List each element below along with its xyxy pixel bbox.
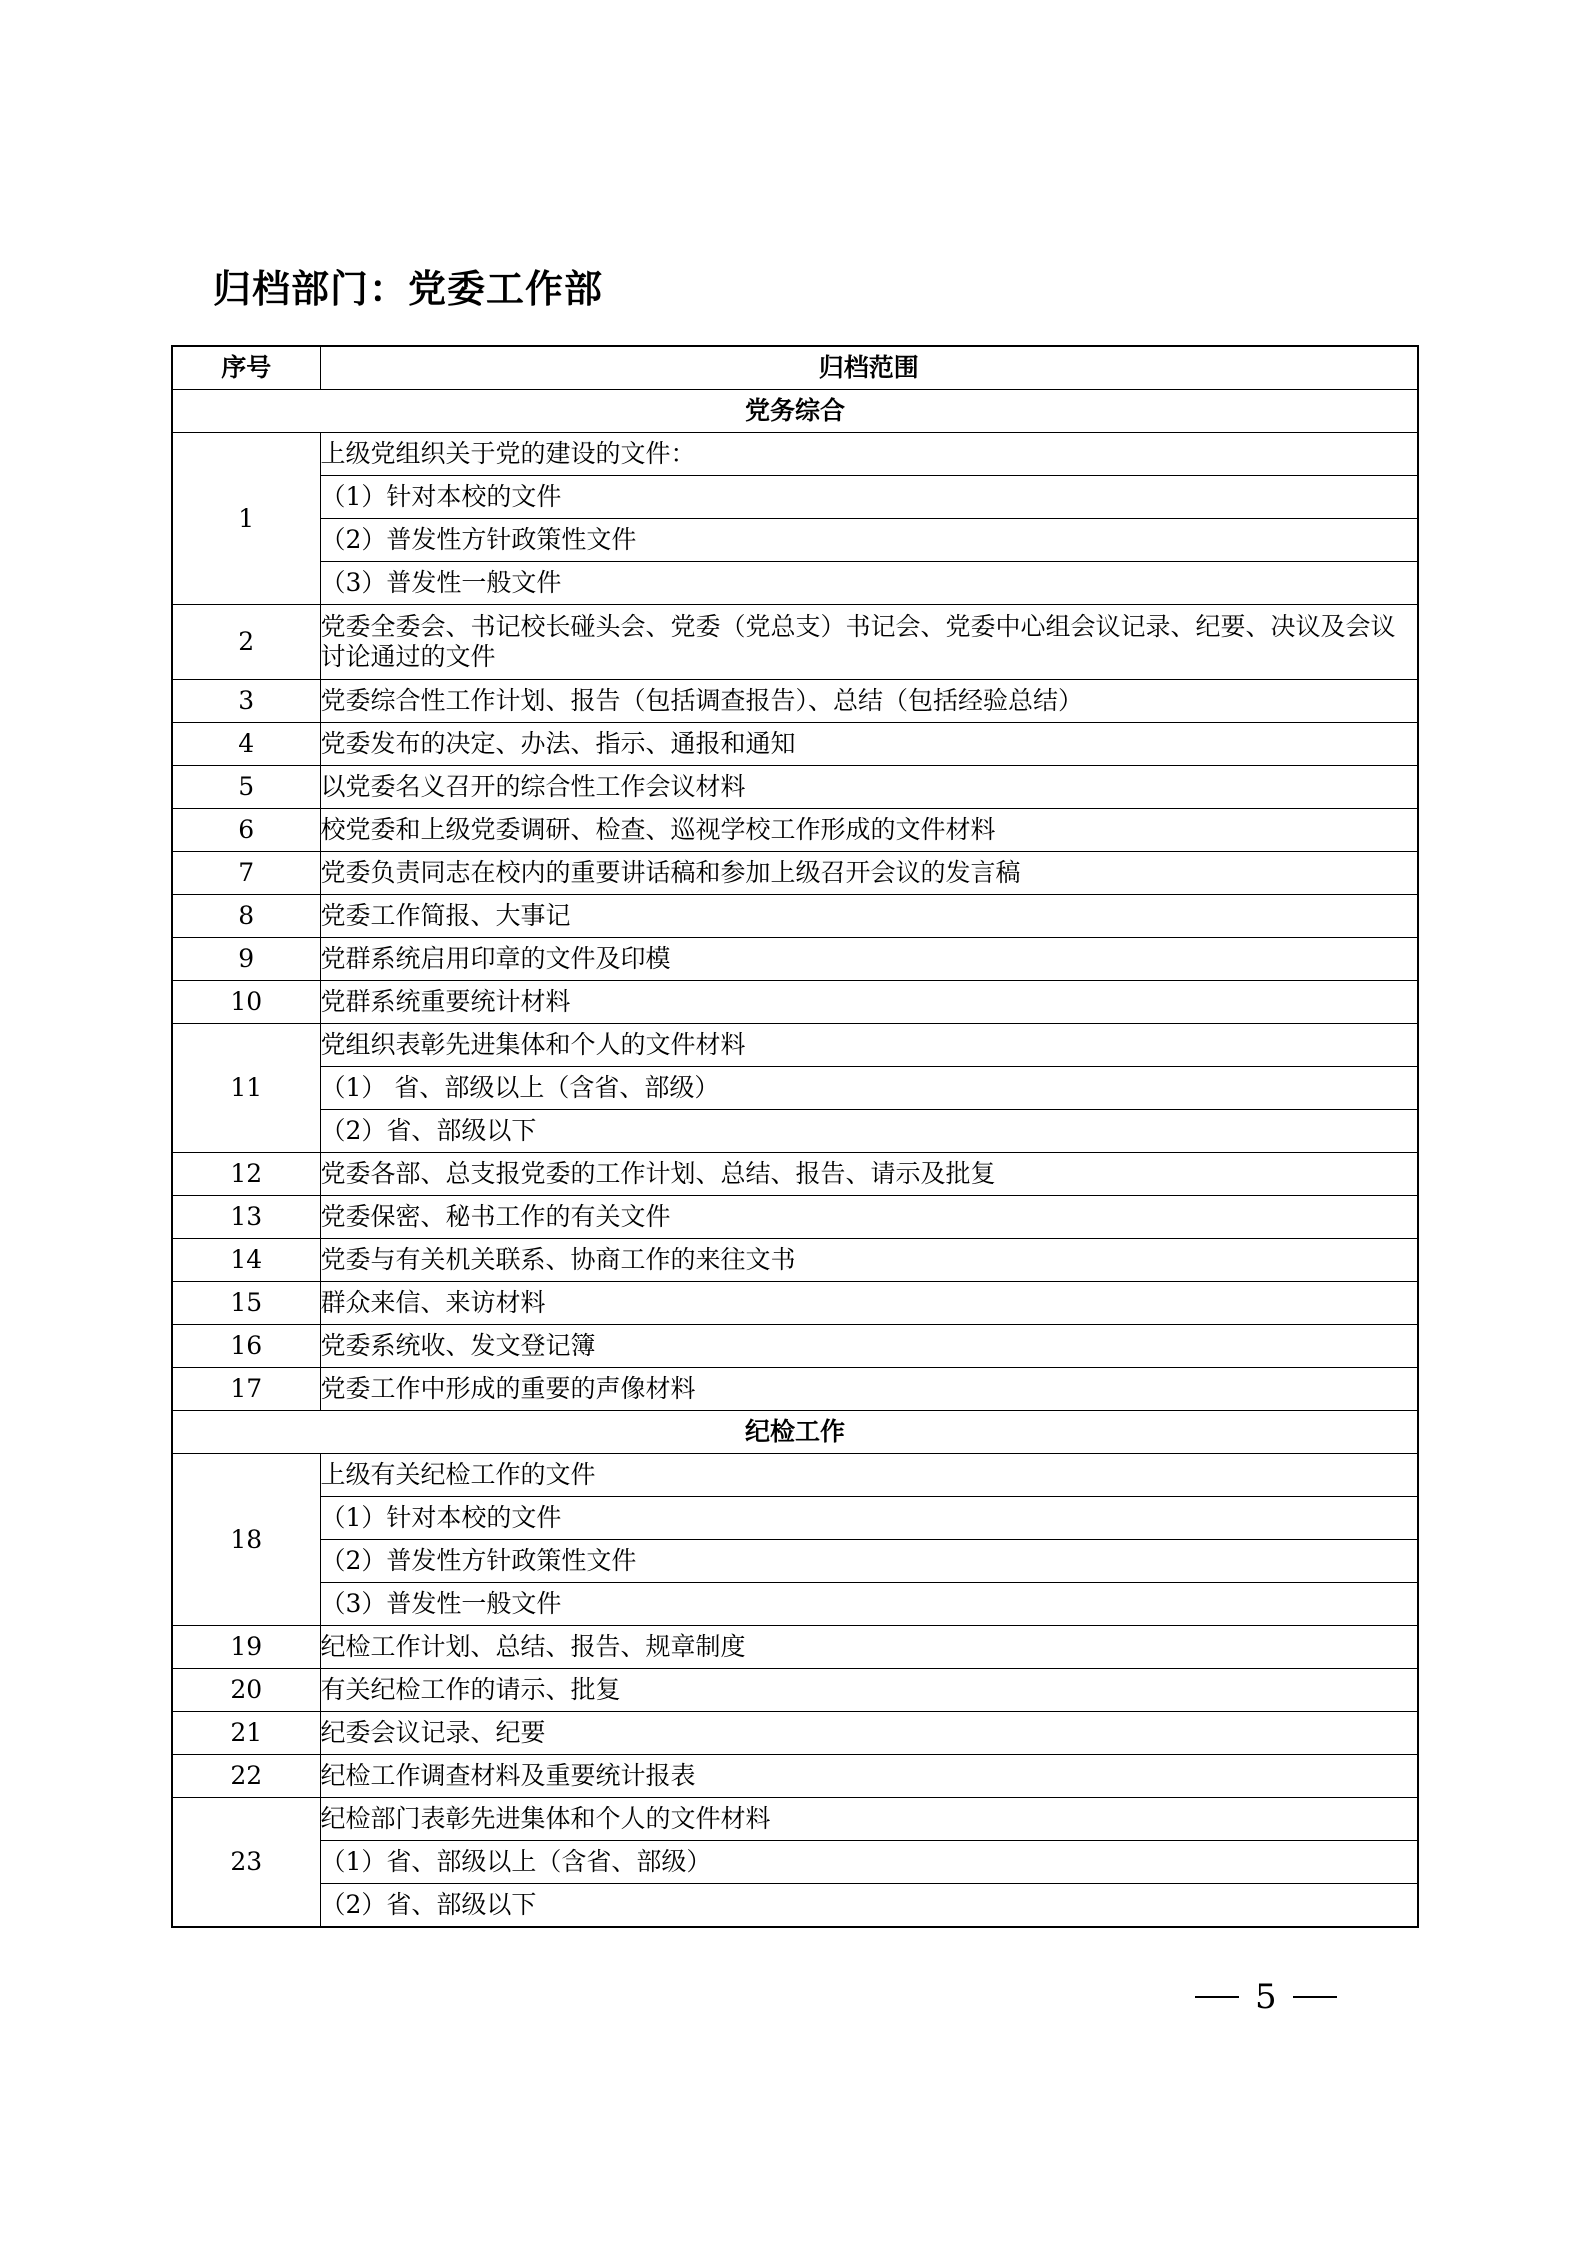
row-number: 3 [172, 680, 320, 723]
row-number: 8 [172, 895, 320, 938]
row-number: 16 [172, 1325, 320, 1368]
page-number: 5 [1255, 1977, 1277, 2017]
scope-text: 纪检工作计划、总结、报告、规章制度 [320, 1626, 1418, 1669]
table-row [172, 809, 1418, 852]
scope-subitem: （2）普发性方针政策性文件 [320, 519, 1418, 562]
table-row [172, 1239, 1418, 1282]
scope-text: 纪检部门表彰先进集体和个人的文件材料 [320, 1798, 1418, 1841]
table-row [172, 852, 1418, 895]
footer-dash-left [1195, 1996, 1239, 1998]
row-number: 6 [172, 809, 320, 852]
table-row [172, 1153, 1418, 1196]
row-number: 12 [172, 1153, 320, 1196]
row-number: 19 [172, 1626, 320, 1669]
table-row [172, 981, 1418, 1024]
row-number: 9 [172, 938, 320, 981]
scope-text: 上级有关纪检工作的文件 [320, 1454, 1418, 1497]
scope-text: 党委工作中形成的重要的声像材料 [320, 1368, 1418, 1411]
row-number: 2 [172, 605, 320, 680]
scope-text: 上级党组织关于党的建设的文件： [320, 433, 1418, 476]
table-header-row [172, 346, 1418, 390]
row-number: 11 [172, 1024, 320, 1153]
scope-text: 党委各部、总支报党委的工作计划、总结、报告、请示及批复 [320, 1153, 1418, 1196]
scope-text: 党委工作简报、大事记 [320, 895, 1418, 938]
row-number: 7 [172, 852, 320, 895]
scope-text: 党群系统启用印章的文件及印模 [320, 938, 1418, 981]
scope-text: 党群系统重要统计材料 [320, 981, 1418, 1024]
scope-subitem: （2）普发性方针政策性文件 [320, 1540, 1418, 1583]
footer-dash-right [1293, 1996, 1337, 1998]
table-row [172, 1110, 1418, 1153]
scope-subitem: （1） 省、部级以上（含省、部级） [320, 1067, 1418, 1110]
row-number: 5 [172, 766, 320, 809]
table-row [172, 1024, 1418, 1067]
table-row [172, 938, 1418, 981]
table-row [172, 1884, 1418, 1928]
scope-subitem: （2）省、部级以下 [320, 1110, 1418, 1153]
scope-subitem: （2）省、部级以下 [320, 1884, 1418, 1928]
table-row [172, 1325, 1418, 1368]
table-row [172, 1669, 1418, 1712]
table-row [172, 895, 1418, 938]
archive-scope-table [171, 345, 1419, 1928]
table-row [172, 723, 1418, 766]
scope-text: 以党委名义召开的综合性工作会议材料 [320, 766, 1418, 809]
row-number: 18 [172, 1454, 320, 1626]
table-row [172, 1282, 1418, 1325]
scope-subitem: （1）省、部级以上（含省、部级） [320, 1841, 1418, 1884]
section-title: 党务综合 [172, 390, 1418, 433]
scope-text: 纪检工作调查材料及重要统计报表 [320, 1755, 1418, 1798]
row-number: 1 [172, 433, 320, 605]
table-row [172, 1540, 1418, 1583]
table-row [172, 1798, 1418, 1841]
page-footer [1195, 1977, 1337, 2017]
scope-text: 党委全委会、书记校长碰头会、党委（党总支）书记会、党委中心组会议记录、纪要、决议及会议讨论通过的文件 [320, 605, 1418, 680]
table-row [172, 605, 1418, 680]
scope-text: 党委与有关机关联系、协商工作的来往文书 [320, 1239, 1418, 1282]
table-row [172, 680, 1418, 723]
scope-text: 党组织表彰先进集体和个人的文件材料 [320, 1024, 1418, 1067]
scope-subitem: （3）普发性一般文件 [320, 562, 1418, 605]
scope-subitem: （3）普发性一般文件 [320, 1583, 1418, 1626]
row-number: 17 [172, 1368, 320, 1411]
scope-text: 有关纪检工作的请示、批复 [320, 1669, 1418, 1712]
scope-text: 党委保密、秘书工作的有关文件 [320, 1196, 1418, 1239]
scope-text: 党委综合性工作计划、报告（包括调查报告）、总结（包括经验总结） [320, 680, 1418, 723]
section-row [172, 1411, 1418, 1454]
scope-text: 群众来信、来访材料 [320, 1282, 1418, 1325]
header-scope: 归档范围 [320, 346, 1418, 390]
table-row [172, 1841, 1418, 1884]
row-number: 4 [172, 723, 320, 766]
row-number: 23 [172, 1798, 320, 1928]
table-body [172, 390, 1418, 1928]
section-row [172, 390, 1418, 433]
header-number: 序号 [172, 346, 320, 390]
table-row [172, 1626, 1418, 1669]
page-title: 归档部门：党委工作部 [213, 267, 604, 311]
table-row [172, 562, 1418, 605]
row-number: 13 [172, 1196, 320, 1239]
scope-text: 纪委会议记录、纪要 [320, 1712, 1418, 1755]
scope-text: 党委系统收、发文登记簿 [320, 1325, 1418, 1368]
scope-text: 校党委和上级党委调研、检查、巡视学校工作形成的文件材料 [320, 809, 1418, 852]
table-row [172, 1712, 1418, 1755]
table-row [172, 1368, 1418, 1411]
row-number: 21 [172, 1712, 320, 1755]
table-row [172, 433, 1418, 476]
row-number: 10 [172, 981, 320, 1024]
table-row [172, 1196, 1418, 1239]
table-row [172, 1755, 1418, 1798]
table-row [172, 1067, 1418, 1110]
scope-text: 党委负责同志在校内的重要讲话稿和参加上级召开会议的发言稿 [320, 852, 1418, 895]
table-row [172, 1454, 1418, 1497]
scope-subitem: （1）针对本校的文件 [320, 1497, 1418, 1540]
section-title: 纪检工作 [172, 1411, 1418, 1454]
scope-subitem: （1）针对本校的文件 [320, 476, 1418, 519]
table-row [172, 1497, 1418, 1540]
row-number: 14 [172, 1239, 320, 1282]
row-number: 20 [172, 1669, 320, 1712]
table-row [172, 1583, 1418, 1626]
row-number: 15 [172, 1282, 320, 1325]
table-row [172, 519, 1418, 562]
table-row [172, 766, 1418, 809]
table-row [172, 476, 1418, 519]
scope-text: 党委发布的决定、办法、指示、通报和通知 [320, 723, 1418, 766]
row-number: 22 [172, 1755, 320, 1798]
